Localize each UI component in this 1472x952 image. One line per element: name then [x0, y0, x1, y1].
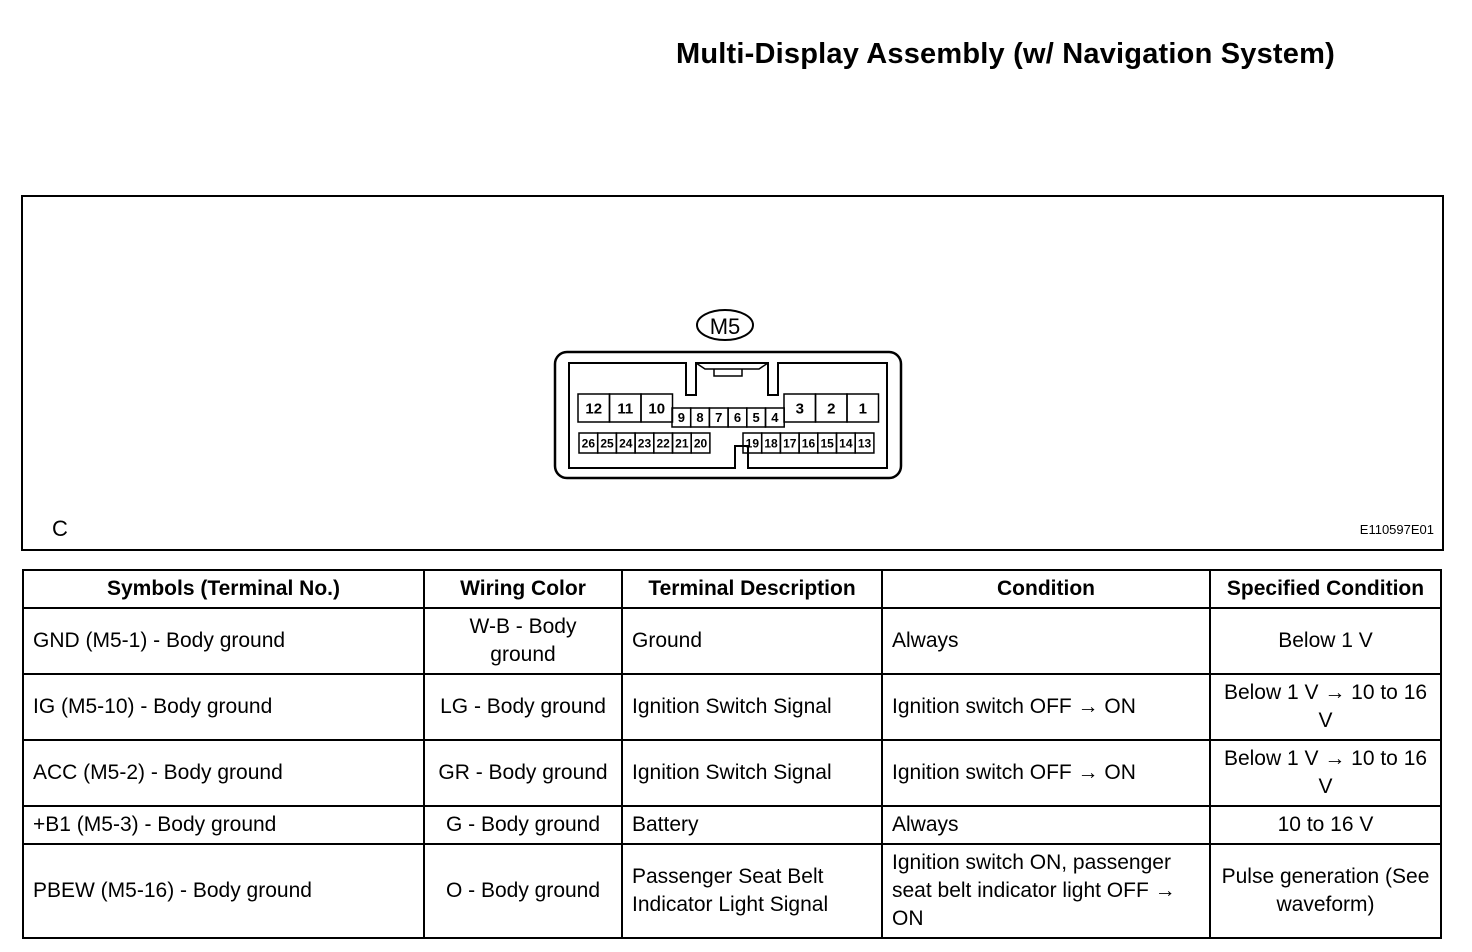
table-row [23, 674, 1441, 740]
cell-specified: Pulse generation (See waveform) [1210, 844, 1441, 938]
header-wiring-color: Wiring Color [424, 570, 622, 608]
connector-pin-label: 11 [617, 400, 634, 418]
cell-description: Ground [622, 608, 882, 674]
header-terminal-description: Terminal Description [622, 570, 882, 608]
connector-pin-label: 7 [715, 410, 723, 426]
cell-description: Battery [622, 806, 882, 844]
cell-specified: Below 1 V → 10 to 16 V [1210, 740, 1441, 806]
connector-pin-label: 2 [827, 400, 836, 418]
connector-pin-label: 16 [801, 436, 816, 451]
connector-diagram [21, 195, 1444, 551]
cell-description: Passenger Seat Belt Indicator Light Signal [622, 844, 882, 938]
header-specified-condition: Specified Condition [1210, 570, 1441, 608]
connector-pin-label: 20 [693, 436, 708, 451]
table-row [23, 806, 1441, 844]
connector-pin-label: 15 [820, 436, 834, 451]
connector-pin-label: 1 [858, 400, 867, 418]
cell-specified: Below 1 V → 10 to 16 V [1210, 674, 1441, 740]
page-title: Multi-Display Assembly (w/ Navigation System) [676, 38, 1335, 70]
cell-condition: Ignition switch OFF → ON [882, 740, 1210, 806]
connector-pin-label: 17 [783, 436, 797, 451]
connector-pin-label: 5 [752, 410, 760, 426]
cell-symbol: +B1 (M5-3) - Body ground [23, 806, 424, 844]
header-symbols: Symbols (Terminal No.) [23, 570, 424, 608]
connector-pin-label: 13 [857, 436, 872, 451]
terminal-spec-table [22, 569, 1442, 939]
connector-drawing [23, 197, 1442, 549]
cell-wiring: LG - Body ground [424, 674, 622, 740]
cell-condition: Ignition switch ON, passenger seat belt indicator light OFF → ON [882, 844, 1210, 938]
cell-condition: Always [882, 806, 1210, 844]
connector-pin-label: 24 [619, 436, 633, 451]
cell-condition: Ignition switch OFF → ON [882, 674, 1210, 740]
connector-latch [696, 363, 768, 376]
cell-wiring: G - Body ground [424, 806, 622, 844]
connector-pin-label: 3 [795, 400, 804, 418]
cell-symbol: GND (M5-1) - Body ground [23, 608, 424, 674]
connector-pin-label: 6 [733, 410, 742, 426]
cell-symbol: IG (M5-10) - Body ground [23, 674, 424, 740]
connector-pin-label: 14 [839, 436, 853, 451]
cell-specified: Below 1 V [1210, 608, 1441, 674]
connector-pin-label: 8 [696, 410, 704, 426]
cell-wiring: W-B - Body ground [424, 608, 622, 674]
connector-label: M5 [709, 314, 741, 339]
connector-pin-label: 23 [637, 436, 652, 451]
cell-description: Ignition Switch Signal [622, 740, 882, 806]
figure-code: E110597E01 [1359, 522, 1434, 537]
table-header-row [23, 570, 1441, 608]
connector-pin-label: 26 [581, 436, 596, 451]
cell-symbol: ACC (M5-2) - Body ground [23, 740, 424, 806]
cell-symbol: PBEW (M5-16) - Body ground [23, 844, 424, 938]
table-row [23, 740, 1441, 806]
connector-pin-label: 18 [764, 436, 778, 451]
connector-pin-label: 22 [656, 436, 670, 451]
cell-wiring: O - Body ground [424, 844, 622, 938]
connector-pin-label: 12 [585, 400, 603, 418]
table-row [23, 608, 1441, 674]
cell-wiring: GR - Body ground [424, 740, 622, 806]
connector-pin-label: 10 [648, 400, 666, 418]
connector-pin-label: 4 [771, 410, 779, 426]
header-condition: Condition [882, 570, 1210, 608]
cell-description: Ignition Switch Signal [622, 674, 882, 740]
cell-condition: Always [882, 608, 1210, 674]
connector-pin-label: 9 [677, 410, 685, 426]
connector-pin-label: 19 [745, 436, 760, 451]
connector-pin-label: 21 [675, 436, 689, 451]
table-row [23, 844, 1441, 938]
corner-letter: C [52, 516, 68, 541]
cell-specified: 10 to 16 V [1210, 806, 1441, 844]
connector-pin-label: 25 [600, 436, 614, 451]
